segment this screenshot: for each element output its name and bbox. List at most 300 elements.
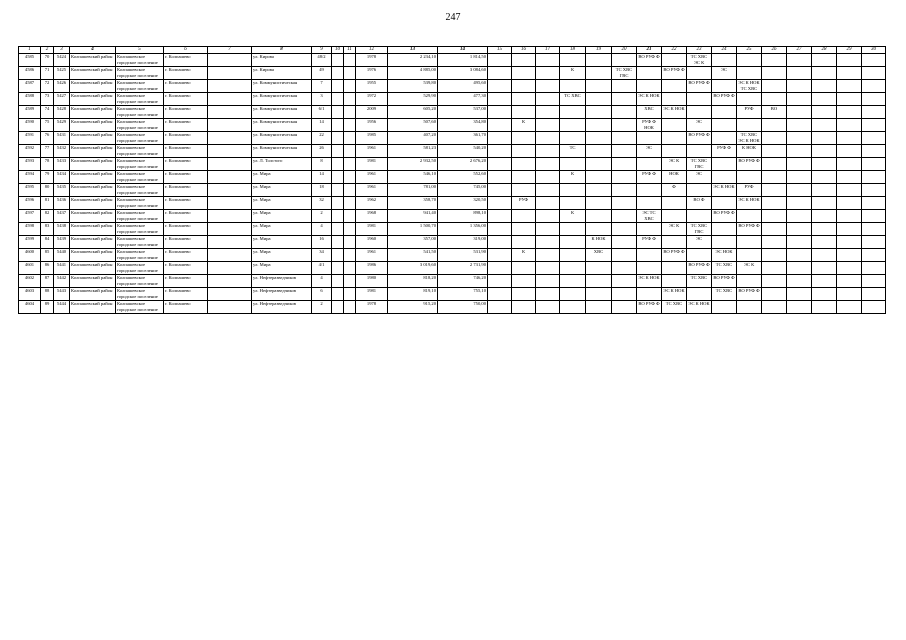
table-cell: г. Колпашево <box>164 171 208 184</box>
table-cell: 755,10 <box>438 288 488 301</box>
table-cell: Колпашевское городское поселение <box>116 236 164 249</box>
table-cell <box>344 80 356 93</box>
table-cell: г. Колпашево <box>164 54 208 67</box>
table-cell <box>344 262 356 275</box>
table-cell <box>812 301 837 314</box>
table-cell: Колпашевское городское поселение <box>116 249 164 262</box>
table-cell: 5426 <box>54 80 70 93</box>
table-cell: ЭС К НОК <box>662 106 687 119</box>
table-cell <box>862 210 886 223</box>
table-cell <box>488 262 512 275</box>
table-cell: 2009 <box>356 106 388 119</box>
table-cell <box>812 262 837 275</box>
table-cell <box>586 132 612 145</box>
table-cell: 1978 <box>356 54 388 67</box>
table-row <box>19 171 886 184</box>
table-cell <box>687 106 712 119</box>
table-cell <box>787 106 812 119</box>
table-cell: Колпашевский район <box>70 249 116 262</box>
table-cell <box>560 262 586 275</box>
table-cell <box>612 223 637 236</box>
column-number: 29 <box>837 47 862 54</box>
table-cell <box>344 301 356 314</box>
table-cell <box>512 93 536 106</box>
table-cell <box>637 262 662 275</box>
table-row <box>19 197 886 210</box>
table-cell <box>812 93 837 106</box>
table-cell <box>612 93 637 106</box>
table-row <box>19 145 886 158</box>
table-cell <box>560 132 586 145</box>
table-cell: ТС ХВС <box>560 93 586 106</box>
table-cell <box>737 54 762 67</box>
table-cell <box>787 158 812 171</box>
table-cell <box>612 249 637 262</box>
table-cell: г. Колпашево <box>164 236 208 249</box>
column-number: 19 <box>586 47 612 54</box>
table-cell: ЭС НОК <box>712 249 737 262</box>
table-cell <box>612 262 637 275</box>
table-cell <box>536 197 560 210</box>
table-cell: 73 <box>41 93 54 106</box>
table-cell <box>512 145 536 158</box>
table-row <box>19 288 886 301</box>
table-cell: ЭС <box>637 145 662 158</box>
table-cell: 5429 <box>54 119 70 132</box>
table-cell: ЭС ТС ХВС <box>637 210 662 223</box>
table-cell: 16 <box>312 236 332 249</box>
table-cell <box>488 93 512 106</box>
table-cell <box>787 288 812 301</box>
table-cell: ул. Коммунистическая <box>252 132 312 145</box>
table-cell <box>812 249 837 262</box>
table-row <box>19 132 886 145</box>
column-number: 8 <box>252 47 312 54</box>
table-cell: ЭС <box>712 67 737 80</box>
table-cell: ВО РУФ Ф <box>637 54 662 67</box>
table-cell <box>332 288 344 301</box>
table-cell: Колпашевское городское поселение <box>116 197 164 210</box>
table-cell <box>536 145 560 158</box>
table-cell <box>344 288 356 301</box>
table-cell <box>712 119 737 132</box>
table-row <box>19 80 886 93</box>
table-cell <box>762 223 787 236</box>
table-cell: 7 <box>312 80 332 93</box>
table-cell <box>332 197 344 210</box>
table-cell: 49 <box>312 67 332 80</box>
table-cell: 1986 <box>356 262 388 275</box>
table-cell <box>208 132 252 145</box>
table-cell: 477,30 <box>438 93 488 106</box>
table-cell: К <box>512 119 536 132</box>
column-number: 9 <box>312 47 332 54</box>
table-cell <box>637 80 662 93</box>
table-cell <box>662 197 687 210</box>
table-cell: ул. Мира <box>252 171 312 184</box>
table-cell: г. Колпашево <box>164 67 208 80</box>
table-cell <box>586 67 612 80</box>
table-cell <box>637 158 662 171</box>
table-cell: Колпашевское городское поселение <box>116 262 164 275</box>
table-cell: 5434 <box>54 171 70 184</box>
column-number: 30 <box>862 47 886 54</box>
table-cell <box>586 93 612 106</box>
table-cell <box>662 119 687 132</box>
table-cell <box>488 119 512 132</box>
table-cell <box>662 80 687 93</box>
column-number: 4 <box>70 47 116 54</box>
column-number: 3 <box>54 47 70 54</box>
table-cell <box>586 223 612 236</box>
table-cell <box>344 210 356 223</box>
table-cell <box>332 119 344 132</box>
table-cell <box>208 171 252 184</box>
table-cell: 539,80 <box>388 80 438 93</box>
table-cell <box>208 210 252 223</box>
table-cell: 1 500,70 <box>388 223 438 236</box>
table-cell <box>762 210 787 223</box>
table-cell <box>344 236 356 249</box>
table-cell: Колпашевское городское поселение <box>116 119 164 132</box>
table-cell <box>208 119 252 132</box>
table-cell <box>862 106 886 119</box>
table-cell <box>612 145 637 158</box>
table-cell: 74 <box>41 106 54 119</box>
table-cell <box>737 93 762 106</box>
table-cell: г. Колпашево <box>164 275 208 288</box>
table-cell <box>862 171 886 184</box>
table-cell <box>837 145 862 158</box>
table-cell <box>536 223 560 236</box>
table-cell: 8 <box>312 158 332 171</box>
table-cell <box>612 158 637 171</box>
table-cell: 5436 <box>54 197 70 210</box>
table-cell: 4603 <box>19 288 41 301</box>
table-cell: 89 <box>41 301 54 314</box>
table-cell <box>512 106 536 119</box>
table-cell <box>612 171 637 184</box>
table-cell <box>812 80 837 93</box>
table-cell <box>837 262 862 275</box>
table-cell <box>812 236 837 249</box>
table-cell <box>208 93 252 106</box>
table-cell: РУФ Ф <box>637 236 662 249</box>
table-cell: ЭС <box>687 171 712 184</box>
table-cell <box>612 210 637 223</box>
column-number: 7 <box>208 47 252 54</box>
table-cell: 4589 <box>19 106 41 119</box>
table-cell: ул. Коммунистическая <box>252 145 312 158</box>
table-cell: 81 <box>41 197 54 210</box>
table-cell <box>536 158 560 171</box>
table-row <box>19 54 886 67</box>
table-cell <box>512 301 536 314</box>
table-cell <box>488 197 512 210</box>
table-cell: 32 <box>312 197 332 210</box>
table-cell <box>837 275 862 288</box>
table-cell <box>208 236 252 249</box>
table-cell: 80 <box>41 184 54 197</box>
table-cell <box>332 210 344 223</box>
table-cell: ХВС <box>586 249 612 262</box>
table-cell <box>208 262 252 275</box>
column-number: 24 <box>712 47 737 54</box>
table-cell: 915,20 <box>388 301 438 314</box>
table-cell: 3 019,60 <box>388 262 438 275</box>
table-cell: К НОК <box>586 236 612 249</box>
table-cell: ВО РУФ Ф <box>737 223 762 236</box>
table-cell: 898,10 <box>438 210 488 223</box>
table-cell: 5427 <box>54 93 70 106</box>
table-cell: 941,40 <box>388 210 438 223</box>
table-cell <box>344 67 356 80</box>
table-cell <box>737 210 762 223</box>
table-cell <box>687 93 712 106</box>
table-cell: 357,00 <box>388 236 438 249</box>
table-cell: 4598 <box>19 223 41 236</box>
table-cell <box>344 223 356 236</box>
table-cell <box>762 80 787 93</box>
table-cell: К <box>560 171 586 184</box>
table-cell <box>712 171 737 184</box>
column-number: 10 <box>332 47 344 54</box>
table-cell <box>612 301 637 314</box>
table-cell: ТС <box>560 145 586 158</box>
table-cell <box>662 262 687 275</box>
table-cell: 4602 <box>19 275 41 288</box>
table-cell: 48/2 <box>312 54 332 67</box>
table-row <box>19 223 886 236</box>
column-number: 21 <box>637 47 662 54</box>
table-cell <box>332 54 344 67</box>
table-cell: ул. Нефтеразведчиков <box>252 301 312 314</box>
table-cell <box>332 275 344 288</box>
table-cell: 4597 <box>19 210 41 223</box>
table-cell: 4587 <box>19 80 41 93</box>
table-cell: 85 <box>41 249 54 262</box>
table-cell <box>837 119 862 132</box>
table-cell <box>687 145 712 158</box>
table-row <box>19 106 886 119</box>
table-cell: Колпашевское городское поселение <box>116 275 164 288</box>
table-cell <box>687 288 712 301</box>
table-cell: 4 885,00 <box>388 67 438 80</box>
table-cell: ул. Мира <box>252 249 312 262</box>
table-cell <box>332 223 344 236</box>
column-number: 22 <box>662 47 687 54</box>
table-cell: 83 <box>41 223 54 236</box>
table-cell: 1956 <box>356 119 388 132</box>
table-cell: ул. Коммунистическая <box>252 119 312 132</box>
table-cell: 76 <box>41 132 54 145</box>
table-cell <box>812 171 837 184</box>
table-cell: 1962 <box>356 197 388 210</box>
table-cell: 4594 <box>19 171 41 184</box>
table-cell <box>687 67 712 80</box>
table-cell <box>662 210 687 223</box>
table-cell: г. Колпашево <box>164 288 208 301</box>
table-cell: 87 <box>41 275 54 288</box>
table-cell <box>862 301 886 314</box>
table-cell <box>837 184 862 197</box>
table-cell: ЭС К НОК ТС ХВС <box>738 80 760 91</box>
table-cell: 4595 <box>19 184 41 197</box>
table-cell <box>787 54 812 67</box>
table-cell <box>208 67 252 80</box>
table-cell <box>586 210 612 223</box>
table-cell: 5431 <box>54 132 70 145</box>
table-cell <box>488 210 512 223</box>
table-cell <box>560 288 586 301</box>
table-cell <box>812 275 837 288</box>
table-cell: г. Колпашево <box>164 184 208 197</box>
table-cell: ТС ХВС ЭС К НОК <box>738 132 760 143</box>
table-cell: Колпашевское городское поселение <box>116 67 164 80</box>
table-cell <box>712 80 737 93</box>
table-cell <box>737 236 762 249</box>
table-cell: ул. Мира <box>252 184 312 197</box>
table-cell <box>837 80 862 93</box>
table-cell: г. Колпашево <box>164 301 208 314</box>
table-cell <box>737 275 762 288</box>
table-cell <box>837 67 862 80</box>
table-cell <box>344 249 356 262</box>
table-cell <box>862 132 886 145</box>
table-cell <box>712 223 737 236</box>
table-cell <box>637 288 662 301</box>
table-cell <box>612 54 637 67</box>
table-cell <box>612 106 637 119</box>
table-cell: 6/1 <box>312 106 332 119</box>
table-cell: 5439 <box>54 236 70 249</box>
table-cell: К НОК <box>737 145 762 158</box>
table-cell: 540,20 <box>438 145 488 158</box>
table-cell <box>787 236 812 249</box>
table-cell: 4599 <box>19 236 41 249</box>
table-cell <box>488 158 512 171</box>
table-cell: Колпашевский район <box>70 54 116 67</box>
table-cell <box>762 197 787 210</box>
table-cell <box>787 184 812 197</box>
table-cell <box>762 119 787 132</box>
table-cell: 1960 <box>356 236 388 249</box>
table-cell: 14 <box>312 119 332 132</box>
table-cell <box>787 301 812 314</box>
table-cell <box>662 93 687 106</box>
table-cell: Колпашевский район <box>70 236 116 249</box>
table-cell <box>612 197 637 210</box>
table-row <box>19 236 886 249</box>
table-cell <box>560 80 586 93</box>
table-cell <box>837 288 862 301</box>
table-cell: 4585 <box>19 54 41 67</box>
table-cell: Колпашевский район <box>70 119 116 132</box>
table-cell <box>862 184 886 197</box>
table-cell <box>536 236 560 249</box>
table-cell: ВО РУФ Ф <box>712 275 737 288</box>
table-cell <box>586 145 612 158</box>
table-cell <box>737 301 762 314</box>
table-cell: 546,10 <box>388 171 438 184</box>
table-cell: ВО РУФ Ф <box>687 262 712 275</box>
table-cell: 1961 <box>356 145 388 158</box>
table-cell <box>712 301 737 314</box>
table-cell: 6 <box>312 288 332 301</box>
table-cell <box>687 249 712 262</box>
table-cell <box>536 184 560 197</box>
table-cell <box>812 288 837 301</box>
table-cell <box>837 249 862 262</box>
table-cell <box>488 80 512 93</box>
table-cell: ВО РУФ Ф <box>662 249 687 262</box>
table-row <box>19 93 886 106</box>
table-cell <box>536 262 560 275</box>
table-cell <box>560 301 586 314</box>
column-number: 25 <box>737 47 762 54</box>
column-number: 1 <box>19 47 41 54</box>
table-cell: ул. Коммунистическая <box>252 93 312 106</box>
table-cell <box>344 184 356 197</box>
table-cell: 507,60 <box>388 119 438 132</box>
table-cell <box>812 106 837 119</box>
table-cell: ул. Кирова <box>252 67 312 80</box>
table-cell: 4596 <box>19 197 41 210</box>
table-cell: 75 <box>41 119 54 132</box>
table-cell: ВО РУФ Ф <box>712 93 737 106</box>
table-cell <box>208 301 252 314</box>
table-cell: ЭС К НОК <box>687 301 712 314</box>
table-cell: 5440 <box>54 249 70 262</box>
table-cell: Колпашевское городское поселение <box>116 93 164 106</box>
table-cell <box>536 249 560 262</box>
table-cell <box>332 171 344 184</box>
table-cell: 358,70 <box>388 197 438 210</box>
table-cell <box>637 67 662 80</box>
table-cell: Колпашевское городское поселение <box>116 158 164 171</box>
table-cell <box>762 236 787 249</box>
table-cell <box>586 197 612 210</box>
table-cell <box>208 145 252 158</box>
table-cell: 1985 <box>356 132 388 145</box>
table-cell <box>637 249 662 262</box>
table-cell <box>862 275 886 288</box>
table-cell: 1 814,50 <box>438 54 488 67</box>
table-cell <box>560 249 586 262</box>
table-cell: К <box>560 67 586 80</box>
table-cell <box>662 236 687 249</box>
table-cell <box>536 80 560 93</box>
table-cell <box>488 288 512 301</box>
table-row <box>19 158 886 171</box>
table-cell: РУФ Ф <box>712 145 737 158</box>
table-cell: РУФ Ф <box>637 171 662 184</box>
table-cell <box>488 54 512 67</box>
table-cell <box>837 106 862 119</box>
table-cell <box>332 262 344 275</box>
table-cell <box>662 132 687 145</box>
table-cell <box>612 288 637 301</box>
table-cell <box>662 145 687 158</box>
table-cell <box>637 197 662 210</box>
table-cell <box>332 158 344 171</box>
table-cell: 781,00 <box>388 184 438 197</box>
table-cell: ТС ХВС <box>712 288 737 301</box>
table-cell: 70 <box>41 54 54 67</box>
table-cell: 1981 <box>356 158 388 171</box>
table-cell <box>488 249 512 262</box>
table-cell <box>488 275 512 288</box>
